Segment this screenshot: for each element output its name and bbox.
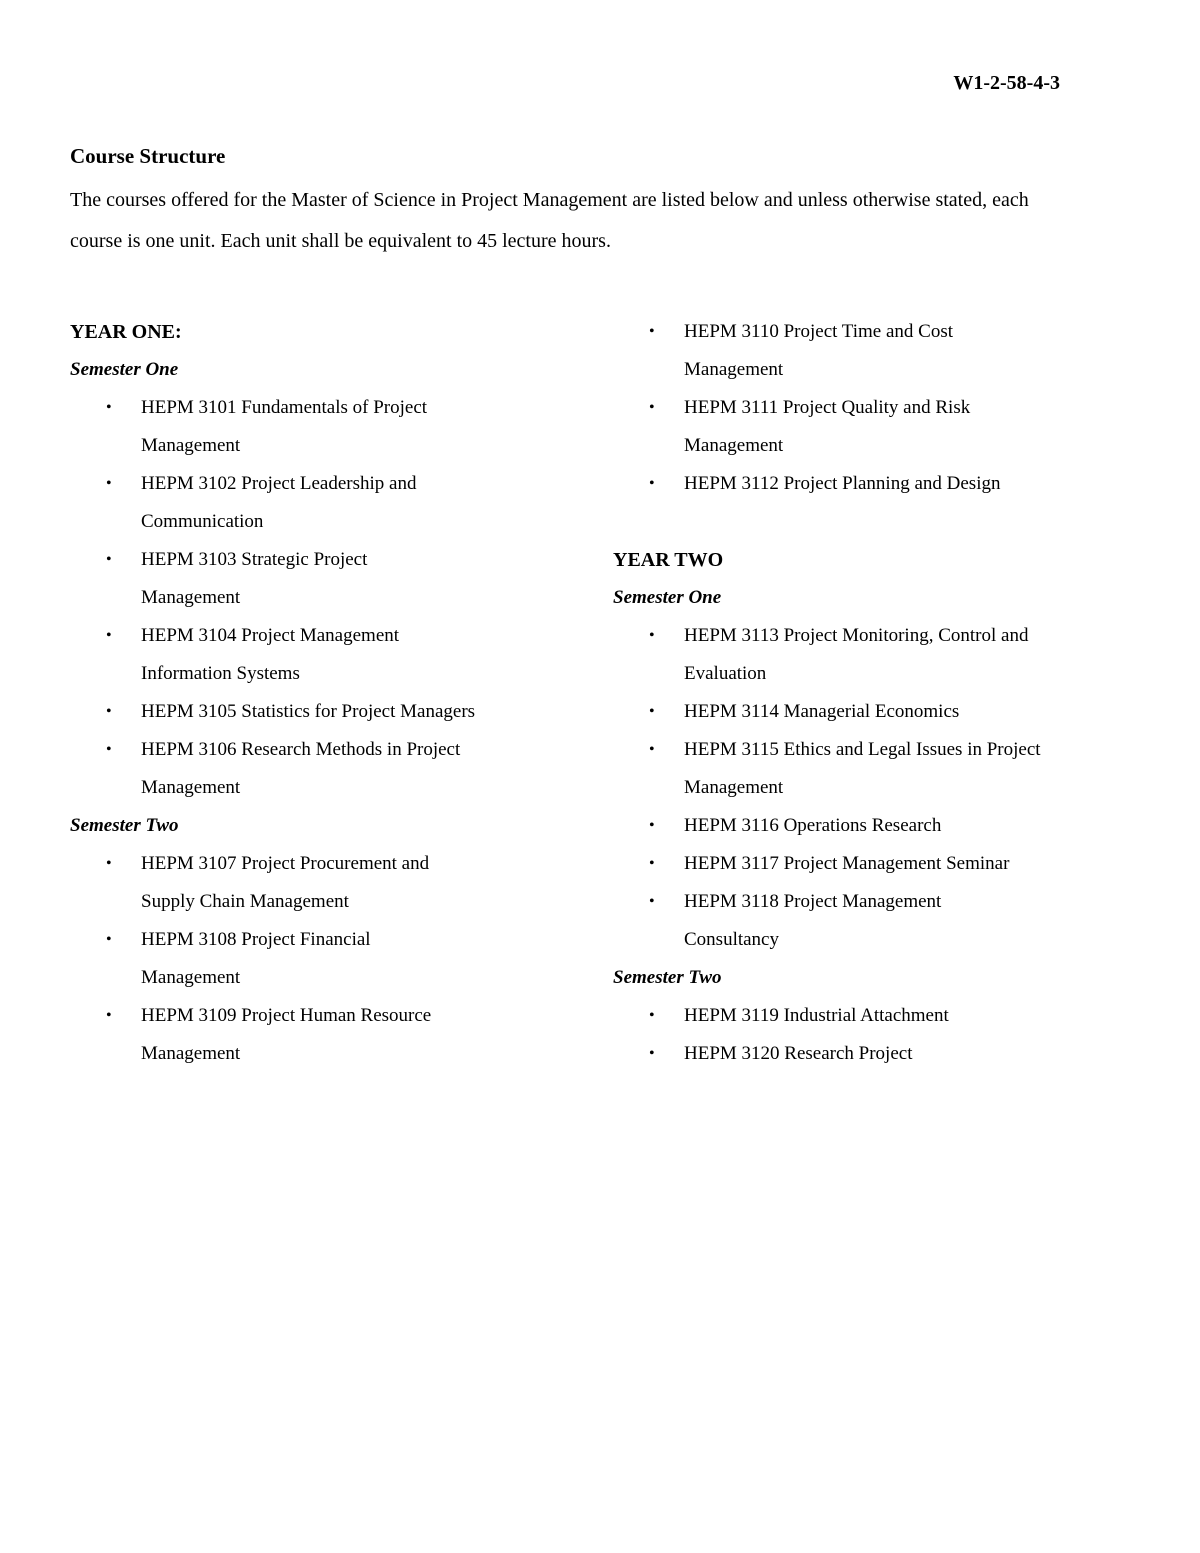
course-name: HEPM 3112 Project Planning and Design bbox=[684, 473, 1001, 494]
year-one-semester-two-list-left bbox=[70, 845, 540, 1073]
bullet-icon: • bbox=[106, 399, 112, 416]
year-one-semester-one-title: Semester One bbox=[70, 359, 179, 380]
year-two-semester-one-list bbox=[613, 617, 1083, 959]
bullet-icon: • bbox=[106, 1007, 112, 1024]
bullet-icon: • bbox=[649, 703, 655, 720]
list-item bbox=[70, 997, 481, 1073]
year-one-semester-two-title: Semester Two bbox=[70, 815, 179, 836]
course-name: HEPM 3113 Project Monitoring, Control and Evaluation bbox=[684, 625, 1029, 684]
course-name: HEPM 3106 Research Methods in Project Management bbox=[141, 739, 461, 798]
course-name: HEPM 3120 Research Project bbox=[684, 1043, 913, 1064]
bullet-icon: • bbox=[649, 475, 655, 492]
course-name: HEPM 3105 Statistics for Project Managers bbox=[141, 701, 476, 722]
bullet-icon: • bbox=[649, 817, 655, 834]
course-name: HEPM 3119 Industrial Attachment bbox=[684, 1005, 949, 1026]
course-name: HEPM 3115 Ethics and Legal Issues in Project Management bbox=[684, 739, 1041, 798]
course-name: HEPM 3114 Managerial Economics bbox=[684, 701, 960, 722]
course-name: HEPM 3104 Project Management Information Systems bbox=[141, 625, 400, 684]
bullet-icon: • bbox=[106, 855, 112, 872]
bullet-icon: • bbox=[106, 551, 112, 568]
list-item bbox=[613, 617, 1064, 693]
year-one-semester-two-list-right bbox=[613, 313, 1083, 503]
bullet-icon: • bbox=[649, 1007, 655, 1024]
list-item bbox=[70, 731, 521, 807]
section-heading: Course Structure bbox=[70, 144, 226, 168]
bullet-icon: • bbox=[649, 855, 655, 872]
list-item bbox=[70, 465, 481, 541]
course-name: HEPM 3109 Project Human Resource Management bbox=[141, 1005, 432, 1064]
bullet-icon: • bbox=[106, 475, 112, 492]
course-name: HEPM 3101 Fundamentals of Project Management bbox=[141, 397, 428, 456]
course-name: HEPM 3111 Project Quality and Risk Management bbox=[684, 397, 971, 456]
page-reference: W1-2-58-4-3 bbox=[953, 72, 1060, 94]
list-item bbox=[613, 313, 1014, 389]
year-two-semester-two-title: Semester Two bbox=[613, 967, 722, 988]
list-item bbox=[613, 1035, 1064, 1073]
year-two-semester-one-title: Semester One bbox=[613, 587, 722, 608]
bullet-icon: • bbox=[649, 627, 655, 644]
bullet-icon: • bbox=[106, 741, 112, 758]
list-item bbox=[613, 997, 1064, 1035]
bullet-icon: • bbox=[649, 741, 655, 758]
year-one-title: YEAR ONE: bbox=[70, 321, 182, 343]
list-item bbox=[613, 389, 1014, 465]
year-one-semester-one-list bbox=[70, 389, 540, 807]
course-name: HEPM 3116 Operations Research bbox=[684, 815, 942, 836]
list-item bbox=[613, 807, 1064, 845]
bullet-icon: • bbox=[106, 703, 112, 720]
course-name: HEPM 3107 Project Procurement and Supply Chain Management bbox=[141, 853, 430, 912]
list-item bbox=[70, 693, 481, 731]
list-item bbox=[70, 845, 481, 921]
list-item bbox=[70, 389, 481, 465]
list-item bbox=[70, 921, 441, 997]
course-name: HEPM 3118 Project Management Consultancy bbox=[684, 891, 942, 950]
list-item bbox=[613, 883, 1014, 959]
course-name: HEPM 3110 Project Time and Cost Management bbox=[684, 321, 954, 380]
bullet-icon: • bbox=[649, 1045, 655, 1062]
list-item bbox=[613, 693, 1064, 731]
list-item bbox=[70, 617, 481, 693]
year-two-title: YEAR TWO bbox=[613, 549, 724, 571]
course-name: HEPM 3117 Project Management Seminar bbox=[684, 853, 1010, 874]
list-item bbox=[613, 845, 1144, 883]
list-item bbox=[70, 541, 441, 617]
year-two-semester-two-list bbox=[613, 997, 1083, 1073]
bullet-icon: • bbox=[649, 399, 655, 416]
list-item bbox=[613, 731, 1044, 807]
bullet-icon: • bbox=[649, 323, 655, 340]
intro-paragraph: The courses offered for the Master of Science in Project Management are listed below and unless otherwise stated, each course is one unit. Each unit shall be equivalent to 45 lecture hours. bbox=[70, 189, 1029, 252]
course-name: HEPM 3103 Strategic Project Management bbox=[141, 549, 368, 608]
list-item bbox=[613, 465, 1064, 503]
bullet-icon: • bbox=[106, 931, 112, 948]
bullet-icon: • bbox=[106, 627, 112, 644]
bullet-icon: • bbox=[649, 893, 655, 910]
right-column bbox=[613, 313, 1083, 1073]
course-name: HEPM 3102 Project Leadership and Communication bbox=[141, 473, 417, 532]
course-name: HEPM 3108 Project Financial Management bbox=[141, 929, 371, 988]
left-column bbox=[70, 313, 540, 1073]
